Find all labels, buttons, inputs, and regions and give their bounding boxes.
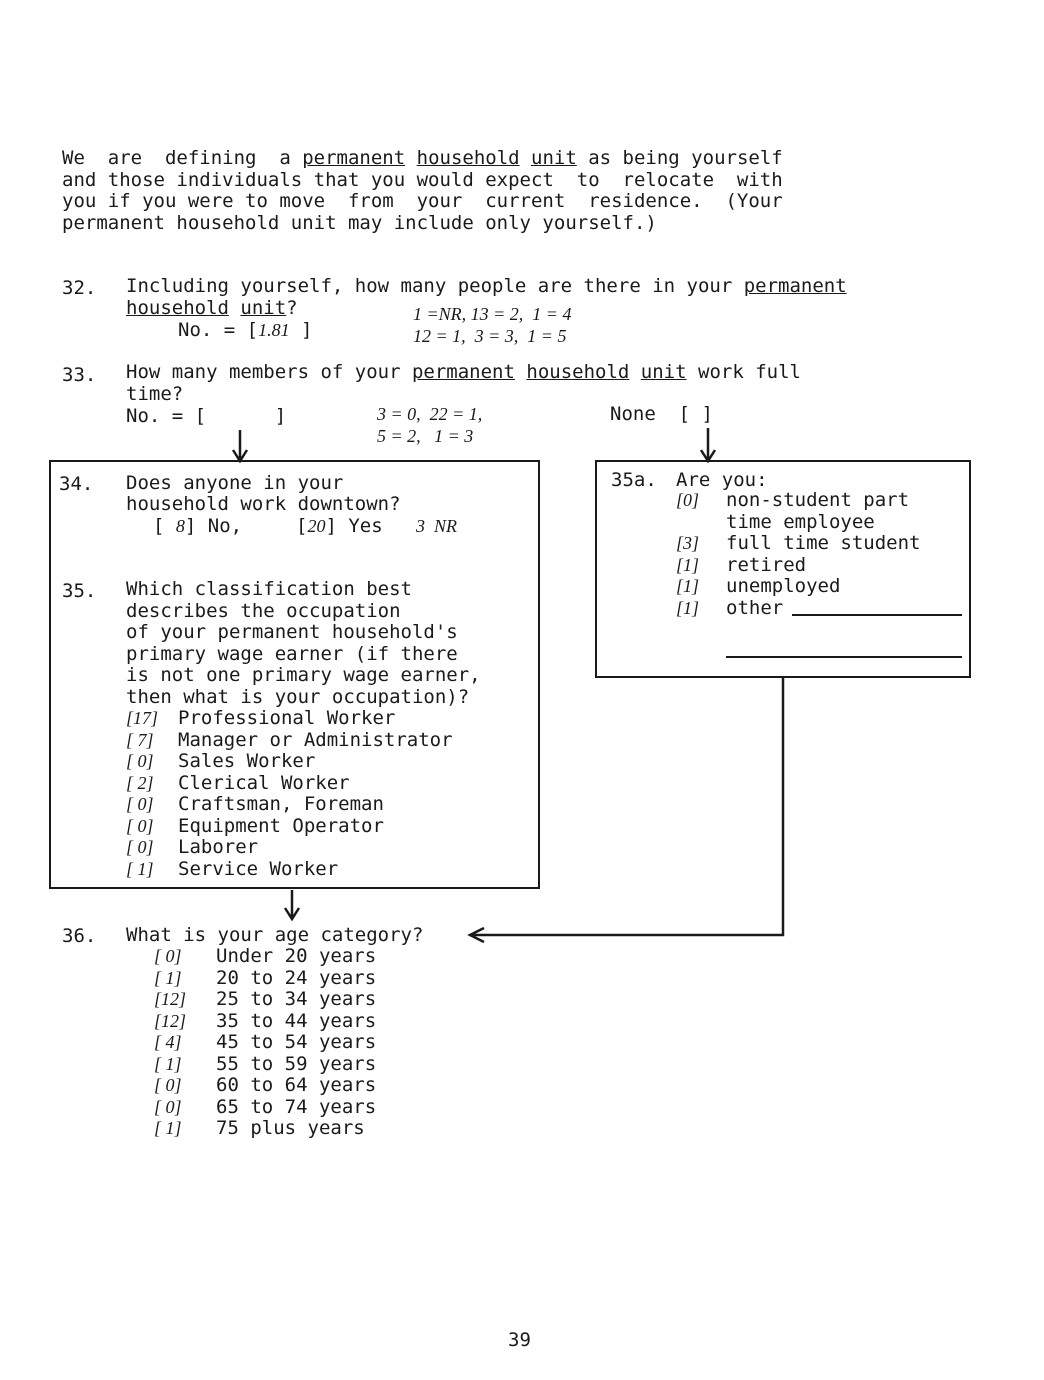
count-value: [ 1] (154, 1118, 182, 1138)
list-item (126, 859, 453, 881)
count-value: [ 7] (126, 729, 154, 750)
answer-field: No. = [ ] (126, 405, 287, 427)
count-value: [1] (676, 597, 700, 618)
question-number: 36. (62, 925, 97, 947)
count-value: [ 4] (154, 1032, 182, 1052)
list-item (126, 794, 453, 816)
answer-bracket: ] (289, 319, 313, 341)
count-value: [ 1] (154, 1053, 182, 1074)
option-label: 75 plus years (216, 1117, 365, 1139)
question-line: of your permanent household's (126, 621, 458, 643)
question-number: 33. (62, 364, 97, 386)
count-value: [1] (676, 554, 700, 575)
option-label: 65 to 74 years (216, 1095, 377, 1118)
count-value: [ 1] (126, 858, 154, 879)
option-label: time employee (726, 510, 875, 533)
bracket: [ (296, 515, 308, 537)
question-number: 34. (59, 473, 94, 495)
list-item (154, 1097, 376, 1119)
list-item (154, 1054, 376, 1076)
answer-no (153, 516, 242, 537)
nr-note: 3 NR (416, 516, 458, 536)
question-text: Does anyone in your (126, 472, 344, 494)
option-label: full time student (726, 532, 921, 554)
option-label: other (726, 596, 784, 619)
arrow-to-q36 (285, 890, 299, 919)
option-label: Clerical Worker (178, 771, 350, 794)
question-text-part: Including yourself, how many people are there in your (126, 275, 744, 297)
list-item (154, 1011, 376, 1033)
question-text-line-2: household work downtown? (126, 493, 401, 515)
question-line: then what is your occupation)? (126, 685, 470, 708)
list-item (154, 1075, 376, 1097)
term-household: household (526, 361, 630, 383)
count-value: [12] (154, 1010, 187, 1031)
list-item (154, 946, 376, 968)
answer-field (178, 320, 312, 341)
list-item (676, 576, 920, 598)
question-number: 35. (62, 580, 97, 602)
option-label: ] No, (184, 515, 243, 537)
list-item (676, 555, 920, 577)
list-item (676, 512, 920, 534)
intro-line-4: permanent household unit may include only yourself.) (62, 212, 657, 234)
list-item (126, 730, 453, 752)
option-label: Craftsman, Foreman (178, 793, 384, 815)
option-label: 25 to 34 years (216, 988, 377, 1010)
option-label: Laborer (178, 836, 259, 858)
list-item (676, 598, 920, 620)
question-text-line-2 (126, 298, 298, 319)
option-label: unemployed (726, 575, 841, 597)
question-mark: ? (286, 297, 298, 319)
option-label: Equipment Operator (178, 814, 384, 837)
question-text-part: work full (686, 361, 801, 383)
list-item (154, 989, 376, 1011)
question-line: primary wage earner (if there (126, 642, 458, 665)
term-permanent: permanent (743, 275, 847, 297)
answer-yes (296, 516, 383, 537)
count-value: 20 (307, 516, 326, 536)
question-text-part: How many members of your (126, 361, 412, 383)
question-text-line-2: time? (126, 383, 184, 405)
intro-line-1 (62, 148, 783, 169)
question-text (126, 276, 847, 297)
list-item (676, 533, 920, 555)
count-value: [ 0] (154, 946, 182, 966)
answer-label: No. = [ (178, 319, 259, 341)
count-value: [ 1] (154, 967, 182, 988)
count-value: [1] (676, 576, 700, 596)
count-value: [ 0] (126, 794, 154, 814)
question-line: Which classification best (126, 578, 412, 600)
other-blank-line-2 (726, 656, 962, 658)
option-label: Manager or Administrator (178, 728, 453, 751)
term-permanent: permanent (411, 361, 515, 383)
option-label: Under 20 years (216, 945, 377, 967)
question-text (126, 362, 801, 383)
option-label: non-student part (726, 489, 910, 511)
option-list (126, 708, 453, 880)
count-value: [ 0] (154, 1075, 182, 1095)
option-list (154, 946, 376, 1140)
option-label: Sales Worker (178, 750, 316, 772)
option-label: 55 to 59 years (216, 1052, 377, 1075)
count-value: [ 0] (154, 1096, 182, 1117)
intro-text: as being yourself (576, 147, 783, 169)
list-item (676, 490, 920, 512)
term-unit: unit (640, 361, 687, 383)
option-label: retired (726, 553, 807, 576)
term-household: household (416, 147, 520, 169)
question-text: Are you: (676, 469, 768, 491)
term-permanent: permanent (302, 147, 406, 169)
tally-note-2: 12 = 1, 3 = 3, 1 = 5 (413, 326, 567, 346)
question-number: 35a. (611, 469, 657, 491)
question-text: What is your age category? (126, 924, 424, 946)
arrow-to-q34 (233, 430, 247, 461)
question-number: 32. (62, 277, 97, 299)
other-blank-line-1 (792, 614, 962, 616)
term-unit: unit (240, 297, 287, 319)
count-value: 8 (175, 516, 185, 536)
tally-note-1: 1 =NR, 13 = 2, 1 = 4 (413, 304, 572, 324)
option-label: 35 to 44 years (216, 1009, 377, 1032)
option-label: Professional Worker (178, 707, 396, 729)
bracket: [ (153, 515, 165, 537)
count-value: [17] (126, 708, 159, 728)
question-line: describes the occupation (126, 599, 401, 622)
arrow-to-q35a (701, 428, 715, 461)
count-value: [ 0] (126, 837, 154, 857)
page-number: 39 (508, 1329, 531, 1351)
list-item (126, 816, 453, 838)
option-list (676, 490, 920, 619)
tally-note-1: 3 = 0, 22 = 1, (377, 404, 483, 424)
count-value: [ 0] (126, 751, 154, 771)
intro-line-2: and those individuals that you would expect to relocate with (62, 169, 783, 191)
option-label: Service Worker (178, 857, 339, 880)
option-label: 60 to 64 years (216, 1074, 377, 1096)
option-label: 45 to 54 years (216, 1031, 377, 1053)
question-line: is not one primary wage earner, (126, 664, 481, 686)
intro-line-3: you if you were to move from your current residence. (Your (62, 190, 783, 212)
list-item (126, 837, 453, 859)
list-item (154, 1118, 376, 1140)
count-value: [ 2] (126, 772, 154, 793)
list-item (126, 773, 453, 795)
term-household: household (126, 297, 229, 319)
tally-note-2: 5 = 2, 1 = 3 (377, 426, 474, 446)
none-option: None [ ] (610, 403, 713, 425)
list-item (126, 751, 453, 773)
count-value: [0] (676, 490, 700, 510)
option-label: ] Yes (325, 515, 383, 537)
count-value: [12] (154, 989, 187, 1009)
question-text-block (126, 579, 481, 708)
list-item (154, 968, 376, 990)
count-value: [ 0] (126, 815, 154, 836)
list-item (154, 1032, 376, 1054)
option-label: 20 to 24 years (216, 966, 377, 989)
list-item (126, 708, 453, 730)
count-value: [3] (676, 533, 700, 553)
answer-value: 1.81 (258, 320, 290, 340)
term-unit: unit (531, 147, 577, 169)
intro-text: We are defining a (62, 147, 303, 169)
